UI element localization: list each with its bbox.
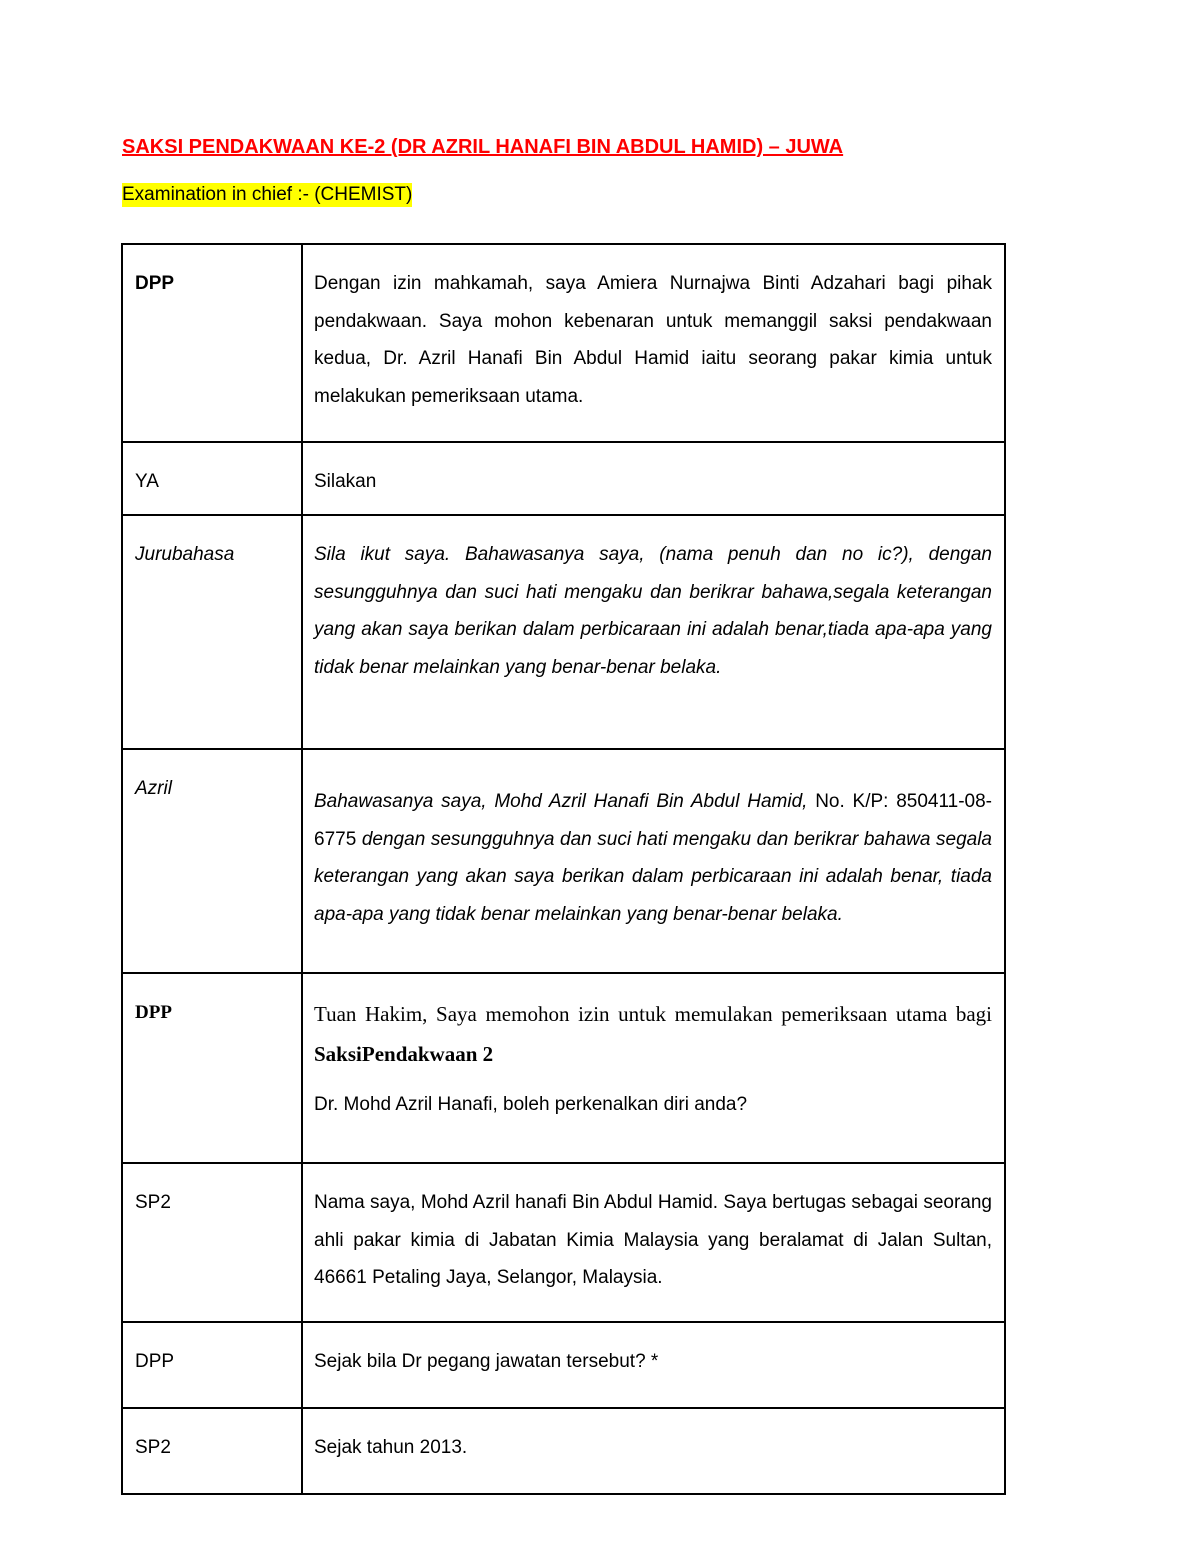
speaker-cell: DPP [122, 1322, 302, 1408]
speech-paragraph: Dr. Mohd Azril Hanafi, boleh perkenalkan diri anda? [314, 1094, 748, 1115]
speaker-cell: YA [122, 442, 302, 515]
table-row [122, 1408, 1005, 1494]
speech-cell [302, 973, 1005, 1163]
table-row [122, 442, 1005, 515]
speech-paragraph [314, 994, 992, 1074]
section-subtitle: Examination in chief :- (CHEMIST) [122, 184, 413, 205]
ic-label: No. K/P: [807, 791, 889, 812]
page-title: SAKSI PENDAKWAAN KE-2 (DR AZRIL HANAFI BIN ABDUL HAMID) – JUWA [122, 136, 844, 158]
table-row [122, 973, 1005, 1163]
speaker-cell: Azril [122, 749, 302, 973]
speech-cell: Nama saya, Mohd Azril hanafi Bin Abdul Hamid. Saya bertugas sebagai seorang ahli pakar kimia di Jabatan Kimia Malaysia yang beralamat di Jalan Sultan, 46661 Petaling Jaya, Selangor, Malaysia. [302, 1163, 1005, 1322]
speech-cell: Silakan [302, 442, 1005, 515]
table-row [122, 1163, 1005, 1322]
table-row [122, 1322, 1005, 1408]
oath-text-part: Bahawasanya saya, Mohd Azril Hanafi Bin Abdul Hamid, [314, 791, 808, 812]
speech-cell: Dengan izin mahkamah, saya Amiera Nurnajwa Binti Adzahari bagi pihak pendakwaan. Saya mohon kebenaran untuk memanggil saksi pendakwaan kedua, Dr. Azril Hanafi Bin Abdul Hamid iaitu seorang pakar kimia untuk melakukan pemeriksaan utama. [302, 244, 1005, 442]
speaker-cell: Jurubahasa [122, 515, 302, 749]
table-row [122, 515, 1005, 749]
speech-cell: Sejak bila Dr pegang jawatan tersebut? * [302, 1322, 1005, 1408]
speech-cell [302, 749, 1005, 973]
speaker-cell: SP2 [122, 1163, 302, 1322]
witness-designation: SaksiPendakwaan 2 [314, 1042, 494, 1066]
speech-text: Tuan Hakim, Saya memohon izin untuk memulakan pemeriksaan utama bagi [314, 1002, 992, 1026]
speaker-cell: DPP [122, 244, 302, 442]
table-row [122, 244, 1005, 442]
oath-text-part: dengan sesungguhnya dan suci hati mengaku dan berikrar bahawa segala keterangan yang akan saya berikan dalam perbicaraan ini adalah benar, tiada apa-apa yang tidak benar melainkan yang benar-benar belaka. [314, 828, 992, 925]
transcript-table [121, 243, 1006, 1495]
ic-number: 850411-08-6775 [314, 791, 993, 850]
speaker-cell: DPP [122, 973, 302, 1163]
speaker-cell: SP2 [122, 1408, 302, 1494]
table-row [122, 749, 1005, 973]
speech-cell: Sila ikut saya. Bahawasanya saya, (nama penuh dan no ic?), dengan sesungguhnya dan suci hati mengaku dan berikrar bahawa,segala keterangan yang akan saya berikan dalam perbicaraan ini adalah benar,tiada apa-apa yang tidak benar melainkan yang benar-benar belaka. [302, 515, 1005, 749]
speech-cell: Sejak tahun 2013. [302, 1408, 1005, 1494]
